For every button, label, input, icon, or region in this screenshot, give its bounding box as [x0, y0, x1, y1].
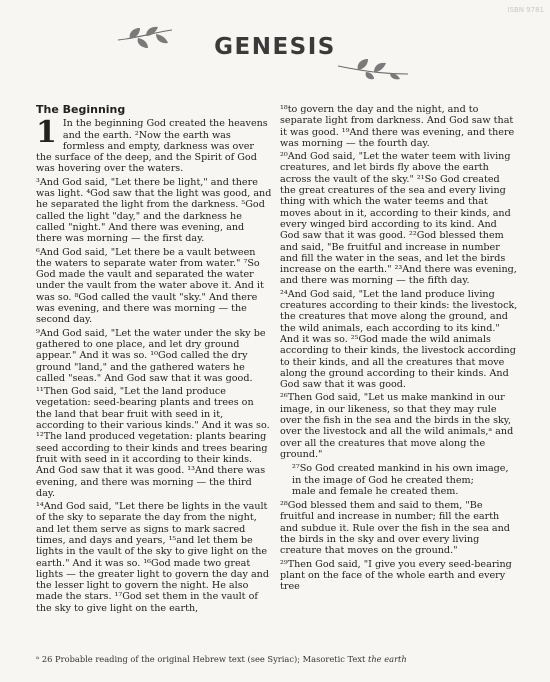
verse-paragraph: ²⁶Then God said, "Let us make mankind in our image, in our likeness, so that they may rule over the fish in the sea and the birds in the sky, over the livestock and all the wild animals,ᵃ and over all the creatures that move along the ground.": [280, 392, 514, 460]
poem-line: ²⁷So God created mankind in his own image,: [292, 463, 509, 475]
poetry-block: [292, 463, 518, 497]
footnote-italic: the earth: [367, 654, 407, 664]
verse-paragraph: ²⁴And God said, "Let the land produce living creatures according to their kinds: the livestock, the creatures that move along the ground, and the wild animals, each according to its kind." And it was so. ²⁵God made the wild animals according to their kinds, the livestock according to their kinds, and all the creatures that move along the ground according to their kinds. And God saw that it was good.: [280, 288, 518, 391]
right-text-column: [280, 104, 518, 592]
verse-paragraph: ³And God said, "Let there be light," and there was light. ⁴God saw that the light was good, and he separated the light from the darkness. ⁵God called the light "day," and the darkness he called "night." And there was evening, and there was morning — the first day.: [36, 176, 272, 245]
verse-text: In the beginning God created the heavens and the earth. ²Now the earth was formless and empty, darkness was over the surface of the deep, and the Spirit of God was hovering over the waters.: [36, 118, 268, 175]
verse-paragraph: ¹¹Then God said, "Let the land produce vegetation: seed-bearing plants and trees on the land that bear fruit with seed in it, according to their various kinds." And it was so. ¹²The land produced vegetation: plants bearing seed according to their kinds and trees bearing fruit with seed in it according to their kinds. And God saw that it was good. ¹³And there was evening, and there was morning — the third day.: [36, 386, 270, 499]
poem-line: male and female he created them.: [292, 485, 459, 497]
footnote-text: ᵃ 26 Probable reading of the original Hebrew text (see Syriac); Masoretic Text: [36, 654, 368, 664]
section-heading: The Beginning: [36, 103, 126, 116]
left-text-column: [36, 104, 272, 614]
verse-paragraph: ¹⁸to govern the day and the night, and to separate light from darkness. And God saw that it was good. ¹⁹And there was evening, and there was morning — the fourth day.: [280, 104, 515, 149]
verse-paragraph: ⁶And God said, "Let there be a vault between the waters to separate water from water." ⁷So God made the vault and separated the water under the vault from the water above it. And it was so. ⁸God called the vault "sky." And there was evening, and there was morning — the second day.: [36, 246, 264, 326]
verse-paragraph: ²⁸God blessed them and said to them, "Be fruitful and increase in number; fill the earth and subdue it. Rule over the fish in the sea and the birds in the sky and over every living creature that moves on the ground.": [280, 500, 510, 557]
poem-line: in the image of God he created them;: [292, 474, 474, 486]
corner-mark: ISBN 9781: [507, 6, 544, 14]
verse-paragraph: ¹⁴And God said, "Let there be lights in the vault of the sky to separate the day from the night, and let them serve as signs to mark sacred times, and days and years, ¹⁵and let them be lights in the vault of the sky to give light on the earth." And it was so. ¹⁶God made two great lights — the greater light to govern the day and the lesser light to govern the night. He also made the stars. ¹⁷God set them in the vault of the sky to give light on the earth,: [36, 501, 269, 614]
footnote: [36, 654, 516, 664]
verse-paragraph: ²⁰And God said, "Let the water teem with living creatures, and let birds fly above the earth across the vault of the sky." ²¹So God created the great creatures of the sea and every living thing with which the water teems and that moves about in it, according to their kinds, and every winged bird according to its kind. And God saw that it was good. ²²God blessed them and said, "Be fruitful and increase in number and fill the water in the seas, and let the birds increase on the earth." ²³And there was evening, and there was morning — the fifth day.: [280, 151, 517, 287]
verse-paragraph: ⁹And God said, "Let the water under the sky be gathered to one place, and let dry ground appear." And it was so. ¹⁰God called the dry ground "land," and the gathered waters he called "seas." And God saw that it was good.: [36, 327, 266, 384]
chapter-number: 1: [36, 115, 57, 151]
verse-paragraph: ²⁹Then God said, "I give you every seed-bearing plant on the face of the whole earth and every tree: [280, 558, 512, 593]
book-title: GENESIS: [214, 34, 336, 60]
verse-paragraph: [36, 115, 272, 175]
